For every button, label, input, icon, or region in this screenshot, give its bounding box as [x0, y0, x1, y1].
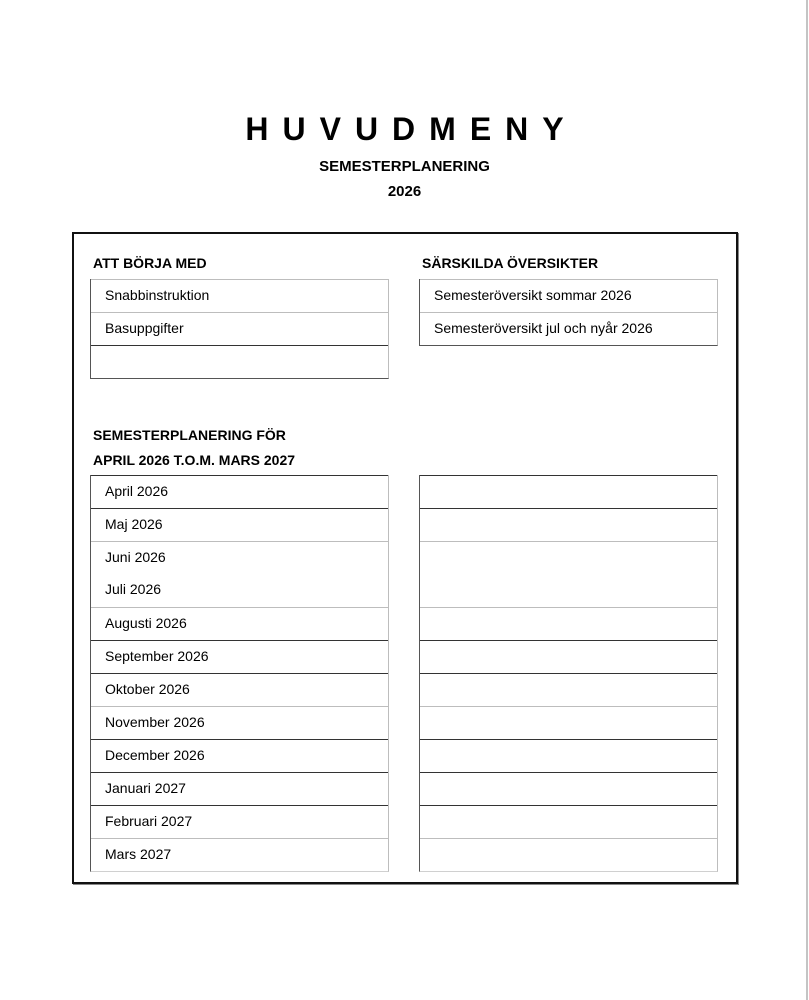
month-link-januari-2027[interactable]: Januari 2027	[91, 772, 388, 805]
month-link-november-2026[interactable]: November 2026	[91, 706, 388, 739]
link-empty-slot[interactable]	[91, 345, 388, 378]
month-note-cell[interactable]	[420, 640, 717, 673]
month-note-cell[interactable]	[420, 706, 717, 739]
page-year: 2026	[387, 183, 422, 200]
month-link-april-2026[interactable]: April 2026	[91, 475, 388, 508]
months-list	[90, 475, 389, 872]
months-notes-list	[419, 475, 718, 872]
month-note-cell[interactable]	[420, 805, 717, 838]
month-link-februari-2027[interactable]: Februari 2027	[91, 805, 388, 838]
month-link-augusti-2026[interactable]: Augusti 2026	[91, 607, 388, 640]
link-summer-overview[interactable]: Semesteröversikt sommar 2026	[420, 279, 717, 312]
month-note-cell[interactable]	[420, 508, 717, 541]
planning-heading-line2: APRIL 2026 T.O.M. MARS 2027	[93, 452, 296, 468]
link-basic-data[interactable]: Basuppgifter	[91, 312, 388, 345]
month-note-cell[interactable]	[420, 772, 717, 805]
month-note-cell[interactable]	[420, 838, 717, 871]
page-title: HUVUDMENY	[245, 111, 578, 147]
month-link-juli-2026[interactable]: Juli 2026	[105, 581, 162, 597]
month-link-oktober-2026[interactable]: Oktober 2026	[91, 673, 388, 706]
page-subtitle: SEMESTERPLANERING	[319, 158, 490, 175]
link-quick-instructions[interactable]: Snabbinstruktion	[91, 279, 388, 312]
month-note-cell[interactable]	[420, 673, 717, 706]
getting-started-list	[90, 279, 389, 379]
special-overviews-heading: SÄRSKILDA ÖVERSIKTER	[422, 255, 599, 271]
getting-started-heading: ATT BÖRJA MED	[93, 255, 207, 271]
month-note-cell[interactable]	[420, 607, 717, 640]
month-note-cell[interactable]	[420, 739, 717, 772]
special-overviews-list	[419, 279, 718, 346]
planning-heading-line1: SEMESTERPLANERING FÖR	[93, 427, 286, 443]
month-link-mars-2027[interactable]: Mars 2027	[91, 838, 388, 871]
month-link-maj-2026[interactable]: Maj 2026	[91, 508, 388, 541]
month-note-cell[interactable]	[420, 475, 717, 508]
link-christmas-newyear-overview[interactable]: Semesteröversikt jul och nyår 2026	[420, 312, 717, 345]
page-edge-scrollbar	[806, 0, 808, 1000]
month-link-juni-2026[interactable]: Juni 2026	[91, 541, 388, 574]
month-note-cell[interactable]	[420, 541, 717, 607]
month-link-september-2026[interactable]: September 2026	[91, 640, 388, 673]
month-link-december-2026[interactable]: December 2026	[91, 739, 388, 772]
